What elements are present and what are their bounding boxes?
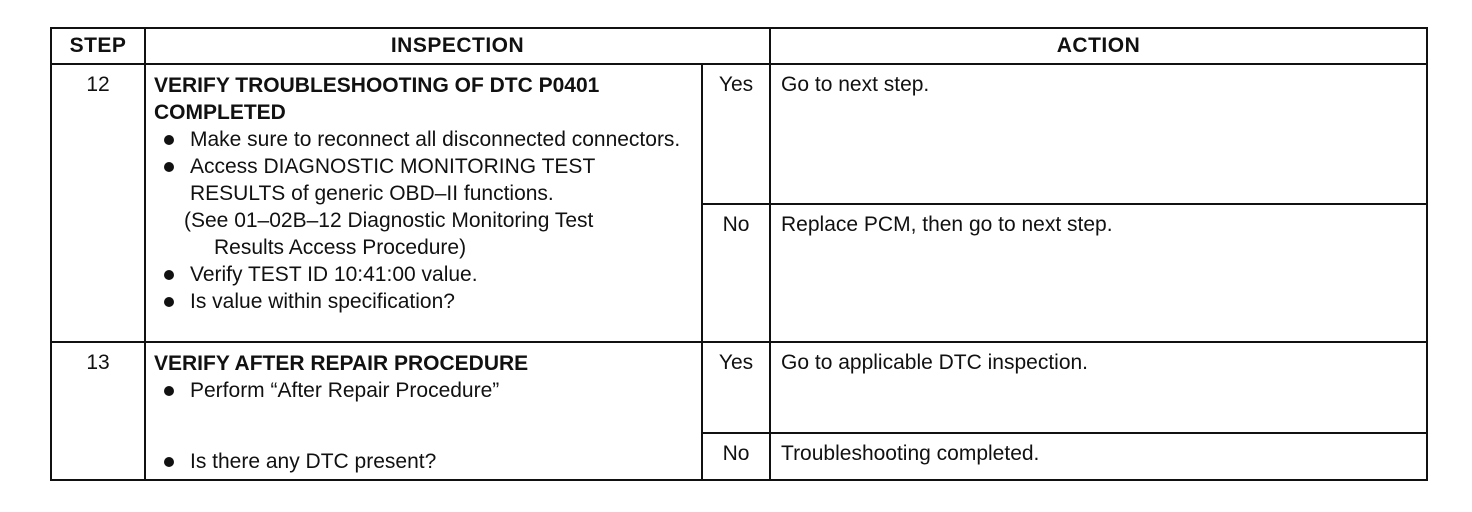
inspection-title-line: COMPLETED xyxy=(154,101,286,124)
yes-label: Yes xyxy=(702,342,770,433)
inspection-title-line: VERIFY TROUBLESHOOTING OF DTC P0401 xyxy=(154,74,600,97)
header-step: STEP xyxy=(51,28,145,64)
diagnostic-table xyxy=(50,27,1428,481)
spacer xyxy=(154,404,693,448)
inspection-bullets xyxy=(154,448,693,475)
inspection-title xyxy=(154,72,693,126)
inspection-cell xyxy=(145,342,702,480)
yes-action: Go to next step. xyxy=(770,64,1427,204)
inspection-bullets xyxy=(154,377,693,404)
no-action: Replace PCM, then go to next step. xyxy=(770,204,1427,342)
no-label: No xyxy=(702,433,770,480)
bullet-item: Access DIAGNOSTIC MONITORING TEST RESULTS of generic OBD–II functions. xyxy=(154,153,693,207)
inspection-bullets xyxy=(154,261,693,315)
bullet-item: Verify TEST ID 10:41:00 value. xyxy=(154,261,693,288)
header-inspection: INSPECTION xyxy=(145,28,770,64)
header-row xyxy=(51,28,1427,64)
reference-note-line: (See 01–02B–12 Diagnostic Monitoring Test xyxy=(184,209,594,232)
bullet-item: Is value within specification? xyxy=(154,288,693,315)
no-label: No xyxy=(702,204,770,342)
reference-note xyxy=(154,207,693,261)
bullet-item: Is there any DTC present? xyxy=(154,448,693,475)
step-number: 12 xyxy=(51,64,145,342)
table-row xyxy=(51,64,1427,204)
header-action: ACTION xyxy=(770,28,1427,64)
table-row xyxy=(51,342,1427,433)
reference-note-line: Results Access Procedure) xyxy=(214,236,467,259)
inspection-bullets xyxy=(154,126,693,207)
bullet-item: Perform “After Repair Procedure” xyxy=(154,377,693,404)
bullet-item: Make sure to reconnect all disconnected connectors. xyxy=(154,126,693,153)
inspection-cell xyxy=(145,64,702,342)
step-number: 13 xyxy=(51,342,145,480)
no-action: Troubleshooting completed. xyxy=(770,433,1427,480)
yes-action: Go to applicable DTC inspection. xyxy=(770,342,1427,433)
inspection-title: VERIFY AFTER REPAIR PROCEDURE xyxy=(154,352,529,375)
yes-label: Yes xyxy=(702,64,770,204)
